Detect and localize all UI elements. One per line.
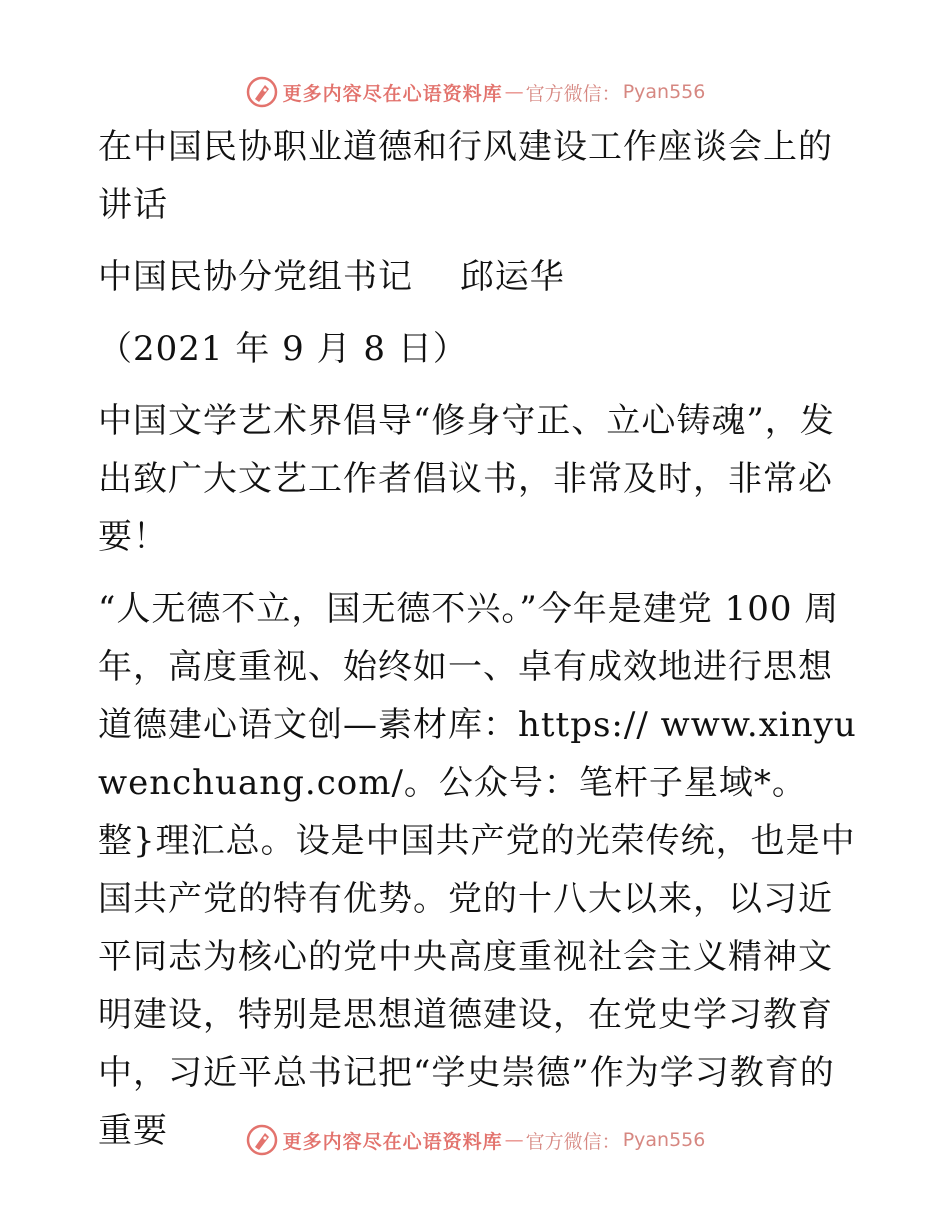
document-author: 中国民协分党组书记 邱运华 (98, 257, 565, 297)
watermark-wechat-label: 官方微信： (525, 82, 621, 105)
footer-watermark (0, 1120, 950, 1160)
watermark-wechat-label: 官方微信： (525, 1130, 621, 1153)
watermark-wechat-id: Pyan556 (622, 1129, 706, 1151)
paragraph: “人无德不立，国无德不兴。”今年是建党 100 周年，高度重视、始终如一、卓有成效地进行思想道德建心语文创—素材库：https:// www.xinyuwenchuang.com/。公众号：笔杆子星域*。整}理汇总。设是中国共产党的光荣传统，也是中国共产党的特有优势。党的十八大以来，以习近平同志为核心的党中央高度重视社会主义精神文明建设，特别是思想道德建设，在党史学习教育中，习近平总书记把“学史崇德”作为学习教育的重要 (98, 589, 857, 1151)
watermark-separator: — (504, 1129, 524, 1151)
document-body (98, 118, 858, 1160)
document-date: （2021 年 9 月 8 日） (98, 329, 468, 369)
header-watermark (0, 72, 950, 112)
watermark-text: 更多内容尽在心语资料库 (282, 1130, 503, 1153)
watermark-text: 更多内容尽在心语资料库 (282, 82, 503, 105)
watermark-separator: — (504, 81, 524, 103)
paragraph: 中国文学艺术界倡导“修身守正、立心铸魂”，发出致广大文艺工作者倡议书，非常及时，非常必要！ (98, 401, 835, 557)
pen-nib-logo-icon (245, 75, 279, 109)
watermark-wechat-id: Pyan556 (622, 81, 706, 103)
pen-nib-logo-icon (245, 1123, 279, 1157)
document-title: 在中国民协职业道德和行风建设工作座谈会上的讲话 (98, 127, 833, 225)
